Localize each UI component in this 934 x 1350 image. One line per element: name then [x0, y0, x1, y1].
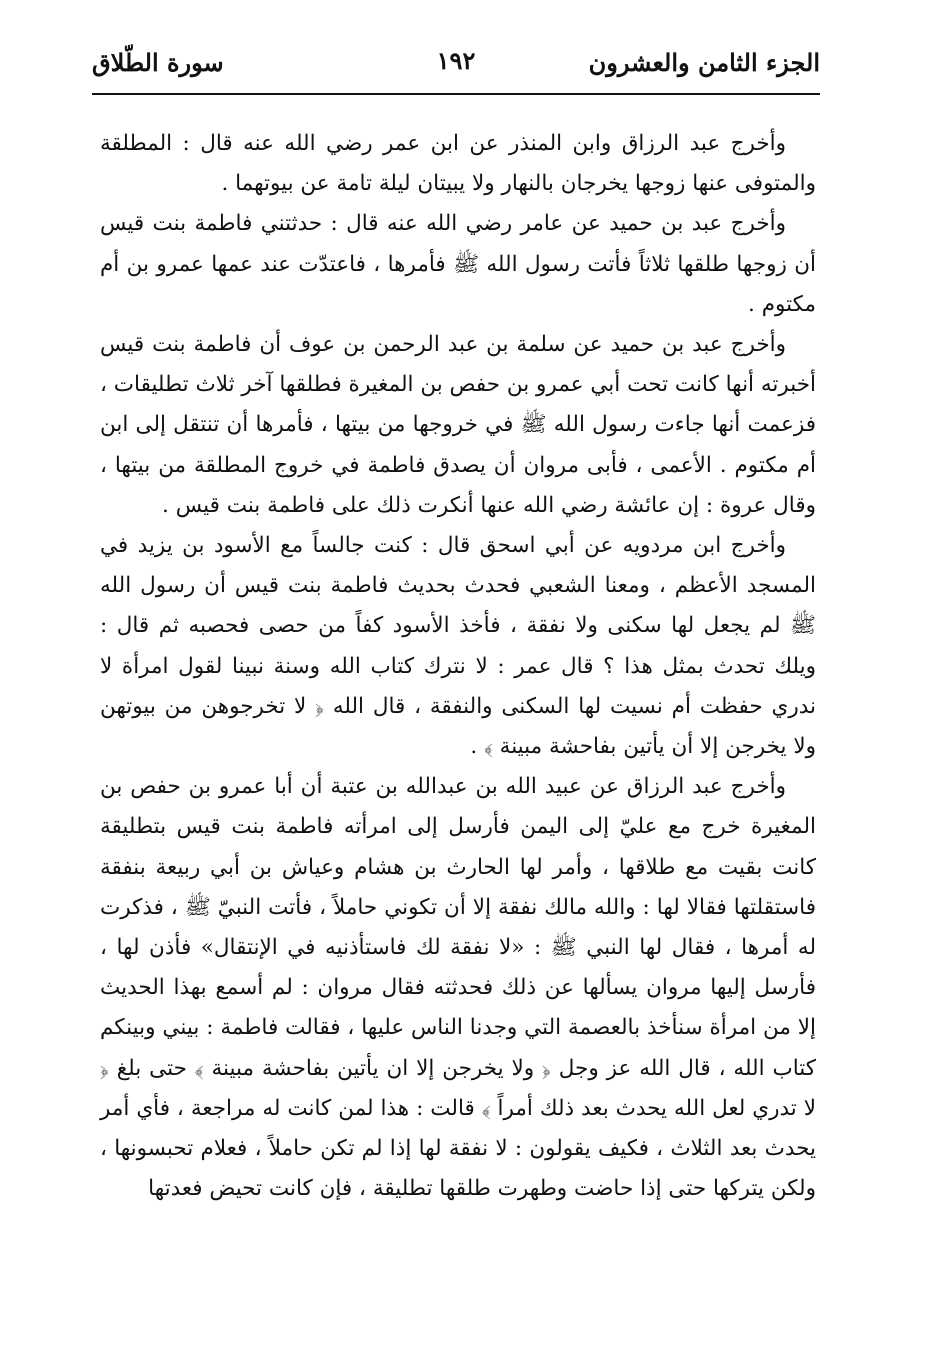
page-header	[92, 40, 820, 90]
paragraph: وأخرج عبد بن حميد عن عامر رضي الله عنه قال : حدثتني فاطمة بنت قيس أن زوجها طلقها ثلاثاً فأتت رسول الله ﷺ فأمرها ، فاعتدّت عند عمها عمرو بن أم مكتوم .	[100, 211, 816, 317]
main-text	[100, 124, 816, 1209]
paragraph: وأخرج ابن مردويه عن أبي اسحق قال : كنت جالساً مع الأسود بن يزيد في المسجد الأعظم ، ومعنا الشعبي فحدث بحديث فاطمة بنت قيس أن رسول الله ﷺ لم يجعل لها سكنى ولا نفقة ، فأخذ الأسود كفاً من حصى فحصبه ثم قال : ويلك تحدث بمثل هذا ؟ قال عمر : لا نترك كتاب الله وسنة نبينا لقول امرأة لا ندري حفظت أم نسيت لها السكنى والنفقة ، قال الله ﴿ لا تخرجوهن من بيوتهن ولا يخرجن إلا أن يأتين بفاحشة مبينة ﴾ .	[100, 533, 816, 760]
running-header-part: الجزء الثامن والعشرون	[588, 48, 820, 77]
paragraph: وأخرج عبد الرزاق عن عبيد الله بن عبدالله بن عتبة أن أبا عمرو بن حفص بن المغيرة خرج مع عليّ إلى اليمن فأرسل إلى امرأته فاطمة بنت قيس بتطليقة كانت بقيت مع طلاقها ، وأمر لها الحارث بن هشام وعياش بن أبي ربيعة بنفقة فاستقلتها فقالا لها : والله مالك نفقة إلا أن تكوني حاملاً ، فأتت النبيّ ﷺ ، فذكرت له أمرها ، فقال لها النبي ﷺ : «لا نفقة لك فاستأذنيه في الإنتقال» فأذن لها ، فأرسل إليها مروان يسألها عن ذلك فحدثته فقال مروان : لم أسمع بهذا الحديث إلا من امرأة سنأخذ بالعصمة التي وجدنا الناس عليها ، فقالت فاطمة : بيني وبينكم كتاب الله ، قال الله عز وجل ﴿ ولا يخرجن إلا ان يأتين بفاحشة مبينة ﴾ حتى بلغ ﴿ لا تدري لعل الله يحدث بعد ذلك أمراً ﴾ قالت : هذا لمن كانت له مراجعة ، فأي أمر يحدث بعد الثلاث ، فكيف يقولون : لا نفقة لها إذا لم تكن حاملاً ، فعلام تحبسونها ، ولكن يتركها حتى إذا حاضت وطهرت طلقها تطليقة ، فإن كانت تحيض فعدتها	[100, 774, 816, 1202]
paragraph: وأخرج عبد الرزاق وابن المنذر عن ابن عمر رضي الله عنه قال : المطلقة والمتوفى عنها زوجها يخرجان بالنهار ولا يبيتان ليلة تامة عن بيوتهما .	[100, 131, 816, 197]
paragraph: وأخرج عبد بن حميد عن سلمة بن عبد الرحمن بن عوف أن فاطمة بنت قيس أخبرته أنها كانت تحت أبي عمرو بن حفص بن المغيرة فطلقها آخر ثلاث تطليقات ، فزعمت أنها جاءت رسول الله ﷺ في خروجها من بيتها ، فأمرها أن تنتقل إلى ابن أم مكتوم . الأعمى ، فأبى مروان أن يصدق فاطمة في خروج المطلقة من بيتها ، وقال عروة : إن عائشة رضي الله عنها أنكرت ذلك على فاطمة بنت قيس .	[100, 332, 816, 518]
header-divider	[92, 93, 820, 95]
running-header-surah: سورة الطّلاق	[92, 48, 224, 77]
page-number: ١٩٢	[436, 46, 476, 75]
